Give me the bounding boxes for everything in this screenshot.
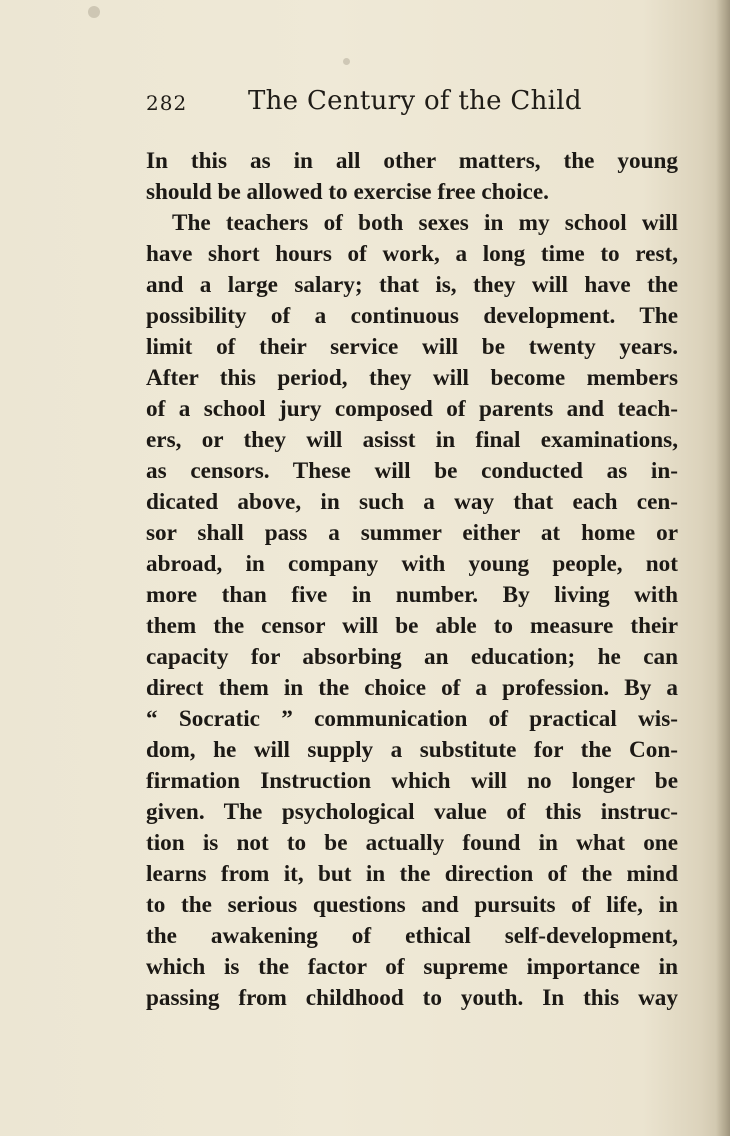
text-line: sor shall pass a summer either at home or: [146, 520, 678, 546]
text-line: of a school jury composed of parents and teach-: [146, 396, 678, 422]
text-line: In this as in all other matters, the young: [146, 148, 678, 174]
text-line: them the censor will be able to measure their: [146, 613, 678, 639]
text-line: After this period, they will become members: [146, 365, 678, 391]
text-line: possibility of a continuous development. The: [146, 303, 678, 329]
text-line: dicated above, in such a way that each cen-: [146, 489, 678, 515]
text-line: given. The psychological value of this instruc-: [146, 799, 678, 825]
text-line: have short hours of work, a long time to rest,: [146, 241, 678, 267]
text-line: which is the factor of supreme importance in: [146, 954, 678, 980]
running-header: [146, 86, 686, 120]
text-line: passing from childhood to youth. In this way: [146, 985, 678, 1011]
text-line: to the serious questions and pursuits of life, in: [146, 892, 678, 918]
text-line: and a large salary; that is, they will have the: [146, 272, 678, 298]
text-line: more than five in number. By living with: [146, 582, 678, 608]
text-line: as censors. These will be conducted as in-: [146, 458, 678, 484]
text-line: dom, he will supply a substitute for the Con-: [146, 737, 678, 763]
body-text: [146, 146, 678, 1014]
text-line: should be allowed to exercise free choice.: [146, 179, 549, 205]
text-line: limit of their service will be twenty years.: [146, 334, 678, 360]
text-line: “ Socratic ” communication of practical wis-: [146, 706, 678, 732]
text-line: The teachers of both sexes in my school will: [172, 210, 678, 236]
text-line: abroad, in company with young people, not: [146, 551, 678, 577]
text-line: tion is not to be actually found in what one: [146, 830, 678, 856]
text-line: direct them in the choice of a profession. By a: [146, 675, 678, 701]
running-title: The Century of the Child: [248, 86, 582, 116]
text-line: ers, or they will asisst in final examinations,: [146, 427, 678, 453]
page-edge-shadow: [716, 0, 730, 1136]
text-line: the awakening of ethical self-development,: [146, 923, 678, 949]
text-line: learns from it, but in the direction of the mind: [146, 861, 678, 887]
text-line: firmation Instruction which will no longer be: [146, 768, 678, 794]
page-number: 282: [146, 91, 188, 115]
paper-speck: [343, 58, 350, 65]
text-line: capacity for absorbing an education; he can: [146, 644, 678, 670]
paper-speck: [88, 6, 100, 18]
